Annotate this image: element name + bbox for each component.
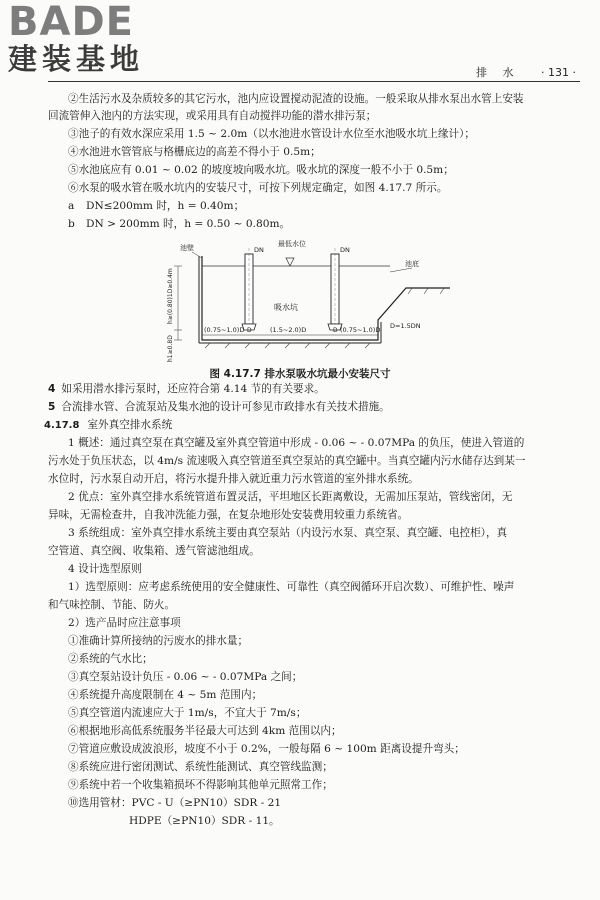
sub-item-label: a (68, 200, 75, 212)
suction-pit-figure (150, 228, 450, 368)
wall-label: 池壁 (180, 244, 194, 252)
h-upper-label: h≥(0.80)1D≥0.4m (167, 268, 174, 324)
publisher-logo (8, 2, 178, 76)
section-line: 水位时，污水泵自动开启，将污水提升排入就近重力污水管道的室外排水系统。 (48, 473, 419, 485)
section-line: 和气味控制、节能、防火。 (48, 599, 176, 611)
item-5 (0, 400, 600, 414)
paragraph-line: ②生活污水及杂质较多的其它污水，池内应设置搅动泥渣的设施。一般采取从排水泵出水管上安装 (68, 93, 524, 105)
paragraph-line: 回流管伸入池内的方法实现，或采用具有自动搅拌功能的潜水排污泵； (48, 110, 377, 122)
sub-item-text: DN≤200mm 时，h = 0.40m； (86, 200, 245, 212)
section-line: ⑥根据地形高低系统服务半径最大可达到 4km 范围以内； (68, 725, 342, 737)
dim-middle-label: (1.5~2.0)D (270, 326, 307, 334)
section-line: ⑩选用管材：PVC - U（≥PN10）SDR - 21 (68, 797, 282, 809)
section-heading (0, 418, 600, 433)
pool-bottom-label: 池底 (405, 260, 419, 268)
pipe-d-label-left: D (247, 327, 252, 334)
section-line: 4 设计选型原则 (68, 563, 142, 575)
item-number: 5 (48, 401, 56, 413)
section-line: 空管道、真空阀、收集箱、透气管滤池组成。 (48, 545, 260, 557)
item-4 (0, 382, 600, 396)
suction-pit-diagram (150, 228, 450, 368)
pipe-dn-label-right: DN (340, 246, 350, 254)
header-rule (48, 81, 580, 82)
logo-text-en: BADE (8, 0, 134, 45)
pipe-d-label-right: D (333, 327, 338, 334)
section-line: ⑨系统中若一个收集箱损坏不得影响其他单元照常工作； (68, 779, 333, 791)
sub-item-label: b (68, 218, 75, 230)
suction-pit-label: 吸水坑 (274, 303, 298, 312)
figure-caption: 图 4.17.7 排水泵吸水坑最小安装尺寸 (209, 368, 391, 380)
paragraph-line: ⑥水泵的吸水管在吸水坑内的安装尺寸，可按下列规定确定，如图 4.17.7 所示。 (68, 182, 448, 194)
section-line: ④系统提升高度限制在 4 ~ 5m 范围内； (68, 689, 263, 701)
dim-left-label: (0.75~1.0)D (204, 326, 245, 334)
section-line: ⑦管道应敷设成波浪形，坡度不小于 0.2%，一般每隔 6 ~ 100m 距离设提升弯头； (68, 743, 465, 755)
running-header (476, 64, 576, 80)
section-line: 2）选产品时应注意事项 (68, 617, 181, 629)
section-line: HDPE（≥PN10）SDR - 11。 (129, 815, 280, 827)
paragraph-line: ③池子的有效水深应采用 1.5 ~ 2.0m（以水池进水管设计水位至水池吸水坑上缘计）； (68, 128, 476, 140)
section-line: 1）选型原则：应考虑系统使用的安全健康性、可靠性（真空阀循环开启次数）、可维护性、噪声 (68, 581, 515, 593)
section-title: 室外真空排水系统 (87, 419, 173, 431)
logo-text-cn: 建装基地 (8, 42, 145, 76)
header-section: 排 水 (476, 66, 520, 79)
sub-item-text: DN > 200mm 时，h = 0.50 ~ 0.80m。 (86, 218, 291, 230)
page-number: · 131 · (541, 66, 576, 79)
section-line: 污水处于负压状态，以 4m/s 流速吸入真空管道至真空泵站的真空罐中。当真空罐内污水储存达到某一 (48, 455, 526, 467)
section-line: 3 系统组成：室外真空排水系统主要由真空泵站（内设污水泵、真空泵、真空罐、电控柜），真 (68, 527, 508, 539)
section-line: ③真空泵站设计负压 - 0.06 ~ - 0.07MPa 之间； (68, 671, 303, 683)
item-text: 如采用潜水排污泵时，还应符合第 4.14 节的有关要求。 (61, 383, 325, 395)
section-line: ⑧系统应进行密闭测试、系统性能测试、真空管线监测； (68, 761, 333, 773)
paragraph-line: ④水池进水管管底与格栅底边的高差不得小于 0.5m； (68, 146, 321, 158)
section-line: ②系统的气水比； (68, 653, 153, 665)
lowest-water-level-label: 最低水位 (278, 240, 306, 248)
section-line: 1 概述：通过真空泵在真空罐及室外真空管道中形成 - 0.06 ~ - 0.07MPa 的负压，使进入管道的 (68, 437, 525, 449)
item-number: 4 (48, 383, 56, 395)
section-line: 异味，无需检查井，自我冲洗能力强，在复杂地形处安装费用较重力系统省。 (48, 509, 409, 521)
pipe-dn-label-left: DN (254, 246, 264, 254)
item-text: 合流排水管、合流泵站及集水池的设计可参见市政排水有关技术措施。 (61, 401, 390, 413)
section-line: ①准确计算所接纳的污废水的排水量； (68, 635, 249, 647)
section-line: ⑤真空管道内流速应大于 1m/s，不宜大于 7m/s； (68, 707, 307, 719)
section-line: 2 优点：室外真空排水系统管道布置灵活，平坦地区长距离敷设，无需加压泵站，管线密闭，无 (68, 491, 513, 503)
d-value-label: D=1.5DN (390, 322, 421, 330)
sub-item-a (0, 199, 600, 213)
dim-right-label: (0.75~1.0)D (340, 326, 381, 334)
h1-label: h1≥0.8D (167, 335, 174, 362)
section-number: 4.17.8 (44, 420, 80, 431)
paragraph-line: ⑤水池底应有 0.01 ~ 0.02 的坡度坡向吸水坑。吸水坑的深度一般不小于 0.5m； (68, 164, 454, 176)
